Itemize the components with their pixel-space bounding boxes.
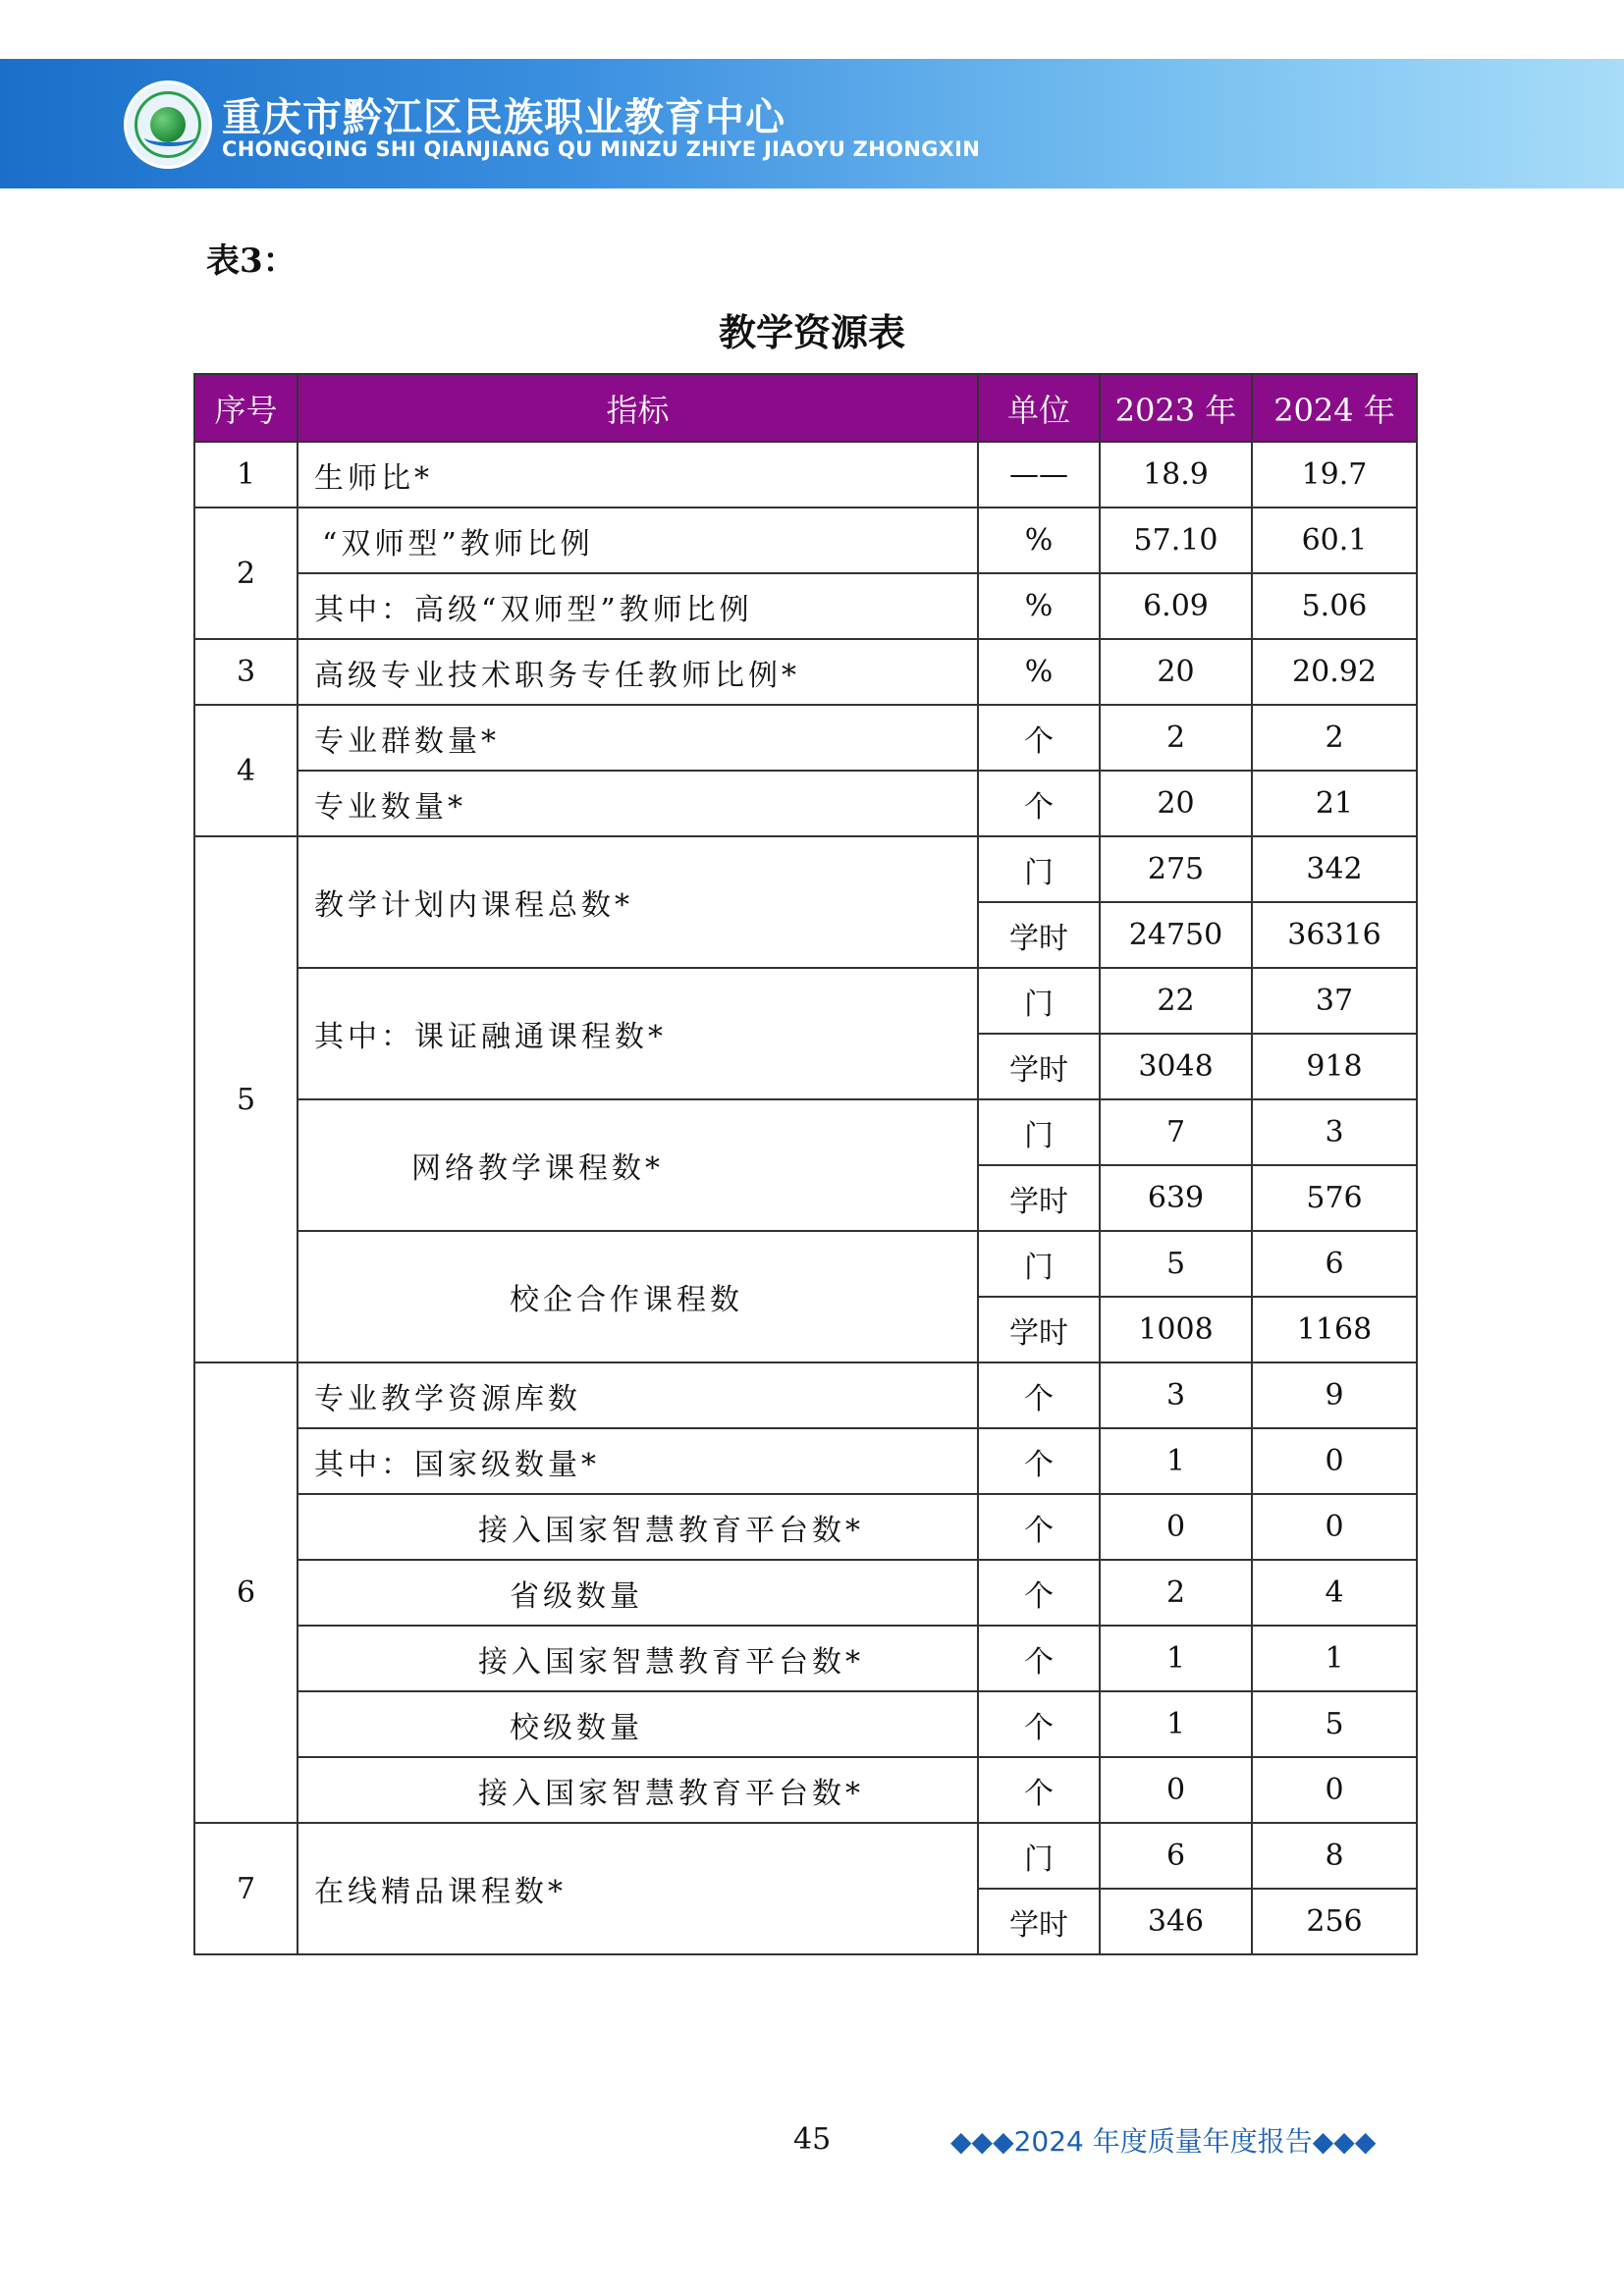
unit-cell: %: [978, 639, 1100, 705]
unit-cell: 学时: [978, 1165, 1100, 1231]
unit-cell: 门: [978, 1231, 1100, 1297]
value-2023-cell: 0: [1100, 1757, 1252, 1823]
unit-cell: 个: [978, 1757, 1100, 1823]
table-row: [194, 1231, 1417, 1297]
column-header: 2023 年: [1100, 374, 1252, 442]
value-2023-cell: 18.9: [1100, 442, 1252, 507]
table-row: [194, 1823, 1417, 1889]
row-number: 1: [194, 442, 298, 507]
column-header: 2024 年: [1252, 374, 1417, 442]
value-2023-cell: 1008: [1100, 1297, 1252, 1362]
value-2023-cell: 275: [1100, 836, 1252, 902]
value-2024-cell: 5: [1252, 1691, 1417, 1757]
school-logo-icon: [124, 80, 212, 169]
value-2023-cell: 22: [1100, 968, 1252, 1034]
table-row: [194, 1757, 1417, 1823]
unit-cell: 个: [978, 705, 1100, 771]
table-row: [194, 836, 1417, 902]
indicator-cell: 其中：国家级数量*: [298, 1428, 978, 1494]
value-2024-cell: 8: [1252, 1823, 1417, 1889]
unit-cell: 门: [978, 1823, 1100, 1889]
page-number: 45: [793, 2122, 832, 2157]
indicator-cell: 其中：课证融通课程数*: [298, 968, 978, 1099]
value-2024-cell: 37: [1252, 968, 1417, 1034]
page-header-banner: [0, 59, 1624, 188]
row-number: 5: [194, 836, 298, 1362]
value-2023-cell: 3048: [1100, 1034, 1252, 1099]
indicator-cell: 省级数量: [298, 1560, 978, 1626]
value-2024-cell: 1: [1252, 1626, 1417, 1691]
table-row: [194, 442, 1417, 507]
unit-cell: 个: [978, 771, 1100, 836]
value-2023-cell: 5: [1100, 1231, 1252, 1297]
value-2024-cell: 2: [1252, 705, 1417, 771]
report-footer-title: ◆◆◆2024 年度质量年度报告◆◆◆: [950, 2125, 1377, 2158]
table-row: [194, 1428, 1417, 1494]
value-2024-cell: 36316: [1252, 902, 1417, 968]
value-2024-cell: 6: [1252, 1231, 1417, 1297]
indicator-cell: 其中：高级“双师型”教师比例: [298, 573, 978, 639]
value-2024-cell: 5.06: [1252, 573, 1417, 639]
value-2024-cell: 576: [1252, 1165, 1417, 1231]
teaching-resources-table: [193, 373, 1418, 1955]
column-header: 指标: [298, 374, 978, 442]
unit-cell: %: [978, 573, 1100, 639]
indicator-cell: 接入国家智慧教育平台数*: [298, 1757, 978, 1823]
value-2023-cell: 1: [1100, 1428, 1252, 1494]
table-row: [194, 1560, 1417, 1626]
value-2023-cell: 20: [1100, 639, 1252, 705]
unit-cell: 个: [978, 1428, 1100, 1494]
indicator-cell: 教学计划内课程总数*: [298, 836, 978, 968]
value-2023-cell: 20: [1100, 771, 1252, 836]
value-2023-cell: 57.10: [1100, 507, 1252, 573]
unit-cell: 个: [978, 1626, 1100, 1691]
unit-cell: 学时: [978, 1889, 1100, 1954]
value-2024-cell: 60.1: [1252, 507, 1417, 573]
row-number: 7: [194, 1823, 298, 1954]
table-row: [194, 968, 1417, 1034]
row-number: 6: [194, 1362, 298, 1823]
indicator-cell: 校级数量: [298, 1691, 978, 1757]
unit-cell: 门: [978, 1099, 1100, 1165]
indicator-cell: 网络教学课程数*: [298, 1099, 978, 1231]
value-2023-cell: 3: [1100, 1362, 1252, 1428]
value-2024-cell: 1168: [1252, 1297, 1417, 1362]
value-2023-cell: 2: [1100, 1560, 1252, 1626]
table-row: [194, 705, 1417, 771]
value-2023-cell: 346: [1100, 1889, 1252, 1954]
unit-cell: %: [978, 507, 1100, 573]
table-title: 教学资源表: [718, 311, 905, 354]
value-2023-cell: 24750: [1100, 902, 1252, 968]
value-2024-cell: 9: [1252, 1362, 1417, 1428]
indicator-cell: 接入国家智慧教育平台数*: [298, 1494, 978, 1560]
unit-cell: 个: [978, 1560, 1100, 1626]
table-row: [194, 1099, 1417, 1165]
value-2023-cell: 2: [1100, 705, 1252, 771]
value-2024-cell: 20.92: [1252, 639, 1417, 705]
value-2023-cell: 6: [1100, 1823, 1252, 1889]
unit-cell: 学时: [978, 902, 1100, 968]
row-number: 4: [194, 705, 298, 836]
table-row: [194, 771, 1417, 836]
unit-cell: 个: [978, 1362, 1100, 1428]
row-number: 3: [194, 639, 298, 705]
value-2024-cell: 4: [1252, 1560, 1417, 1626]
value-2024-cell: 342: [1252, 836, 1417, 902]
value-2023-cell: 1: [1100, 1691, 1252, 1757]
unit-cell: 个: [978, 1494, 1100, 1560]
column-header: 单位: [978, 374, 1100, 442]
table-row: [194, 507, 1417, 573]
unit-cell: 门: [978, 968, 1100, 1034]
value-2024-cell: 918: [1252, 1034, 1417, 1099]
value-2024-cell: 0: [1252, 1757, 1417, 1823]
value-2024-cell: 21: [1252, 771, 1417, 836]
table-row: [194, 639, 1417, 705]
value-2023-cell: 639: [1100, 1165, 1252, 1231]
indicator-cell: 接入国家智慧教育平台数*: [298, 1626, 978, 1691]
indicator-cell: 专业群数量*: [298, 705, 978, 771]
org-name-chinese: 重庆市黔江区民族职业教育中心: [222, 95, 785, 140]
indicator-cell: 专业数量*: [298, 771, 978, 836]
table-row: [194, 1362, 1417, 1428]
table-row: [194, 1691, 1417, 1757]
value-2023-cell: 0: [1100, 1494, 1252, 1560]
indicator-cell: “双师型”教师比例: [298, 507, 978, 573]
value-2023-cell: 1: [1100, 1626, 1252, 1691]
value-2023-cell: 6.09: [1100, 573, 1252, 639]
indicator-cell: 高级专业技术职务专任教师比例*: [298, 639, 978, 705]
value-2024-cell: 256: [1252, 1889, 1417, 1954]
value-2024-cell: 0: [1252, 1494, 1417, 1560]
indicator-cell: 生师比*: [298, 442, 978, 507]
unit-cell: 学时: [978, 1297, 1100, 1362]
row-number: 2: [194, 507, 298, 639]
column-header: 序号: [194, 374, 298, 442]
table-header-row: [194, 374, 1417, 442]
org-name-english: CHONGQING SHI QIANJIANG QU MINZU ZHIYE JIAOYU ZHONGXIN: [222, 137, 981, 161]
value-2024-cell: 3: [1252, 1099, 1417, 1165]
table-row: [194, 573, 1417, 639]
unit-cell: 个: [978, 1691, 1100, 1757]
unit-cell: 学时: [978, 1034, 1100, 1099]
table-row: [194, 1494, 1417, 1560]
table-label: 表3：: [206, 241, 297, 281]
value-2023-cell: 7: [1100, 1099, 1252, 1165]
unit-cell: 门: [978, 836, 1100, 902]
value-2024-cell: 19.7: [1252, 442, 1417, 507]
indicator-cell: 专业教学资源库数: [298, 1362, 978, 1428]
table-row: [194, 1626, 1417, 1691]
indicator-cell: 校企合作课程数: [298, 1231, 978, 1362]
value-2024-cell: 0: [1252, 1428, 1417, 1494]
indicator-cell: 在线精品课程数*: [298, 1823, 978, 1954]
unit-cell: ——: [978, 442, 1100, 507]
